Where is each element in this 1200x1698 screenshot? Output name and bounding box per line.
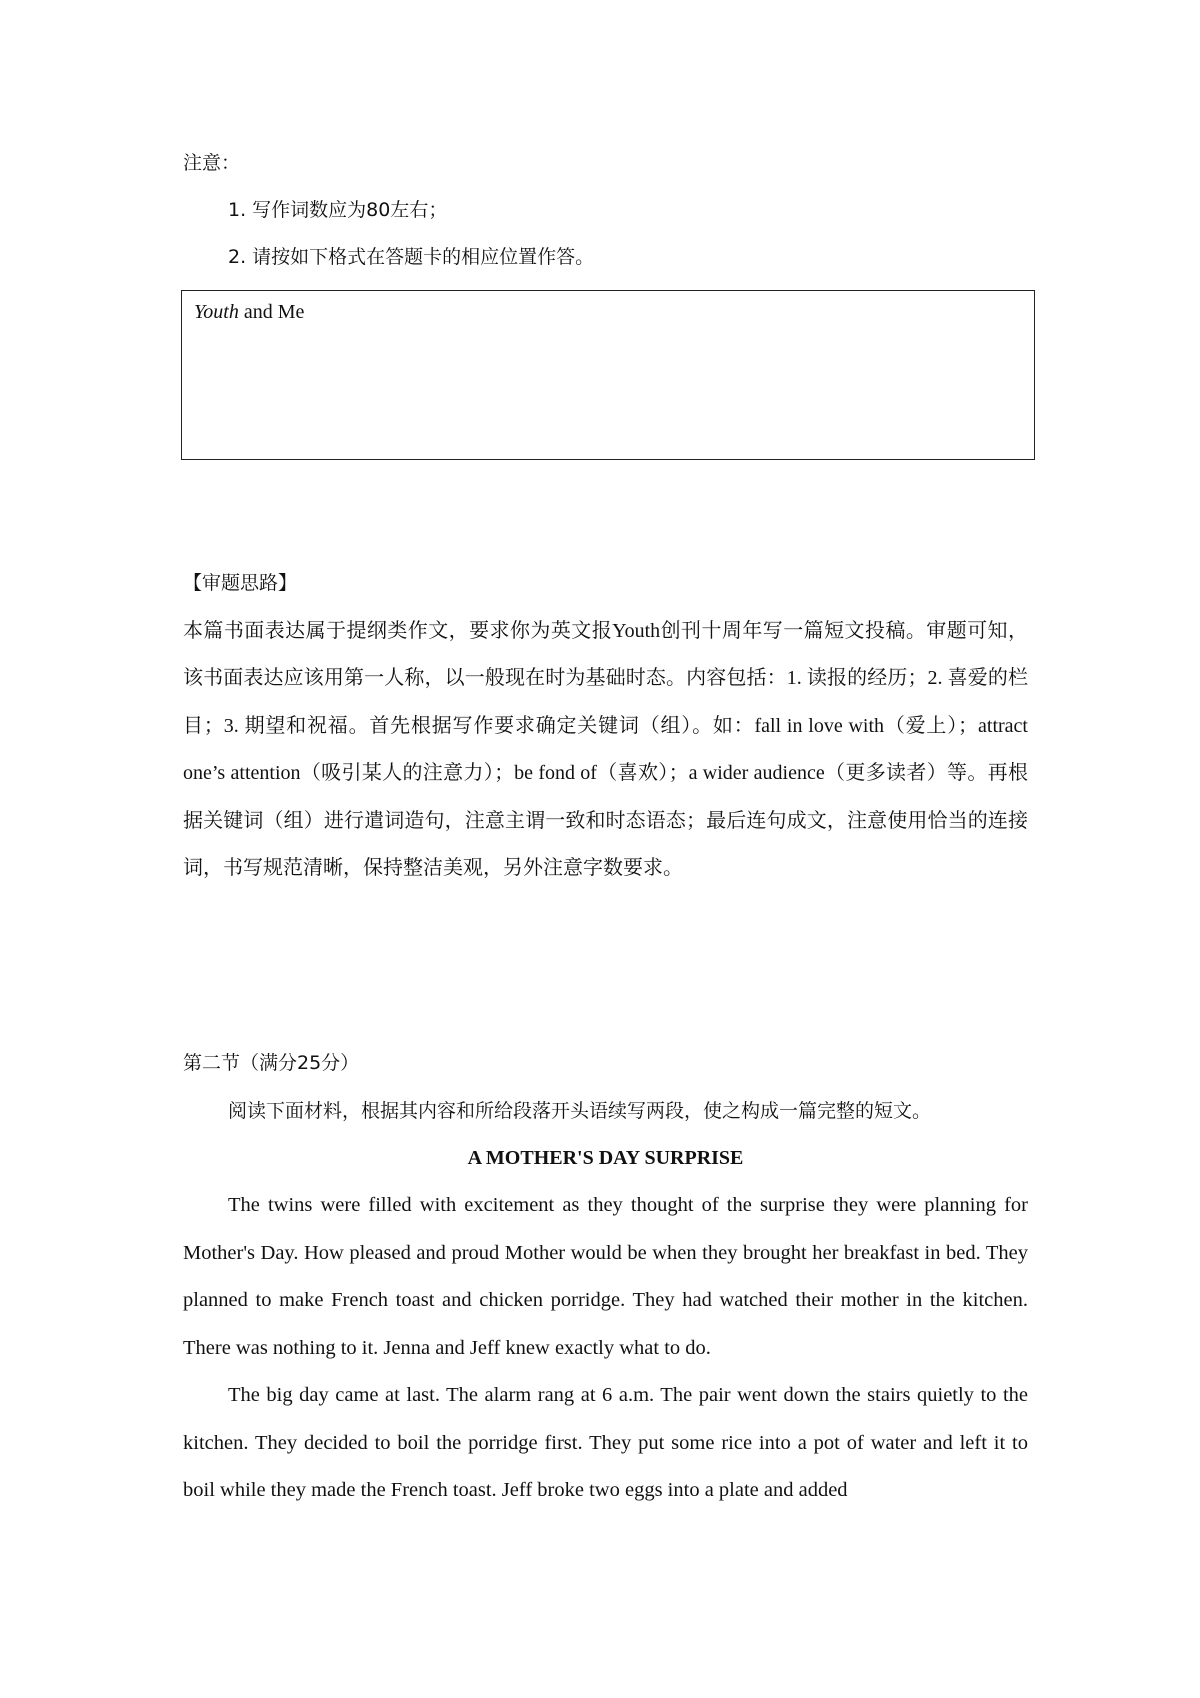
story-title: A MOTHER'S DAY SURPRISE <box>467 1147 744 1169</box>
note-item-2: 2. 请按如下格式在答题卡的相应位置作答。 <box>228 246 595 268</box>
analysis-heading: 【审题思路】 <box>183 572 298 594</box>
answer-title-rest: and Me <box>238 301 305 323</box>
section2-heading: 第二节（满分25分） <box>183 1052 360 1074</box>
note-section <box>183 140 1028 281</box>
note-label: 注意： <box>183 152 241 174</box>
note-item-1: 1. 写作词数应为80左右； <box>228 199 448 221</box>
story-body <box>183 1182 1028 1515</box>
answer-format-box <box>181 290 1035 460</box>
analysis-section <box>183 560 1028 893</box>
section2-instruction: 阅读下面材料，根据其内容和所给段落开头语续写两段，使之构成一篇完整的短文。 <box>228 1099 932 1122</box>
answer-title-italic: Youth <box>194 301 239 323</box>
analysis-body: 本篇书面表达属于提纲类作文，要求你为英文报Youth创刊十周年写一篇短文投稿。审题可知，该书面表达应该用第一人称，以一般现在时为基础时态。内容包括：1. 读报的经历；2. 喜爱的栏目；3. 期望和祝福。首先根据写作要求确定关键词（组）。如：fall in love with（爱上）；attract one’s attention（吸引某人的注意力）；be fond of（喜欢）；a wider audience（更多读者）等。再根据关键词（组）进行遣词造句，注意主谓一致和时态语态；最后连句成文，注意使用恰当的连接词，书写规范清晰，保持整洁美观，另外注意字数要求。 <box>183 619 1028 879</box>
section2 <box>183 1040 1028 1515</box>
story-paragraph-2: The big day came at last. The alarm rang at 6 a.m. The pair went down the stairs quietly to the kitchen. They decided to boil the porridge first. They put some rice into a pot of water and left it to boil while they made the French toast. Jeff broke two eggs into a plate and added <box>183 1384 1028 1501</box>
story-paragraph-1: The twins were filled with excitement as they thought of the surprise they were planning for Mother's Day. How pleased and proud Mother would be when they brought her breakfast in bed. They planned to make French toast and chicken porridge. They had watched their mother in the kitchen. There was nothing to it. Jenna and Jeff knew exactly what to do. <box>183 1194 1028 1359</box>
